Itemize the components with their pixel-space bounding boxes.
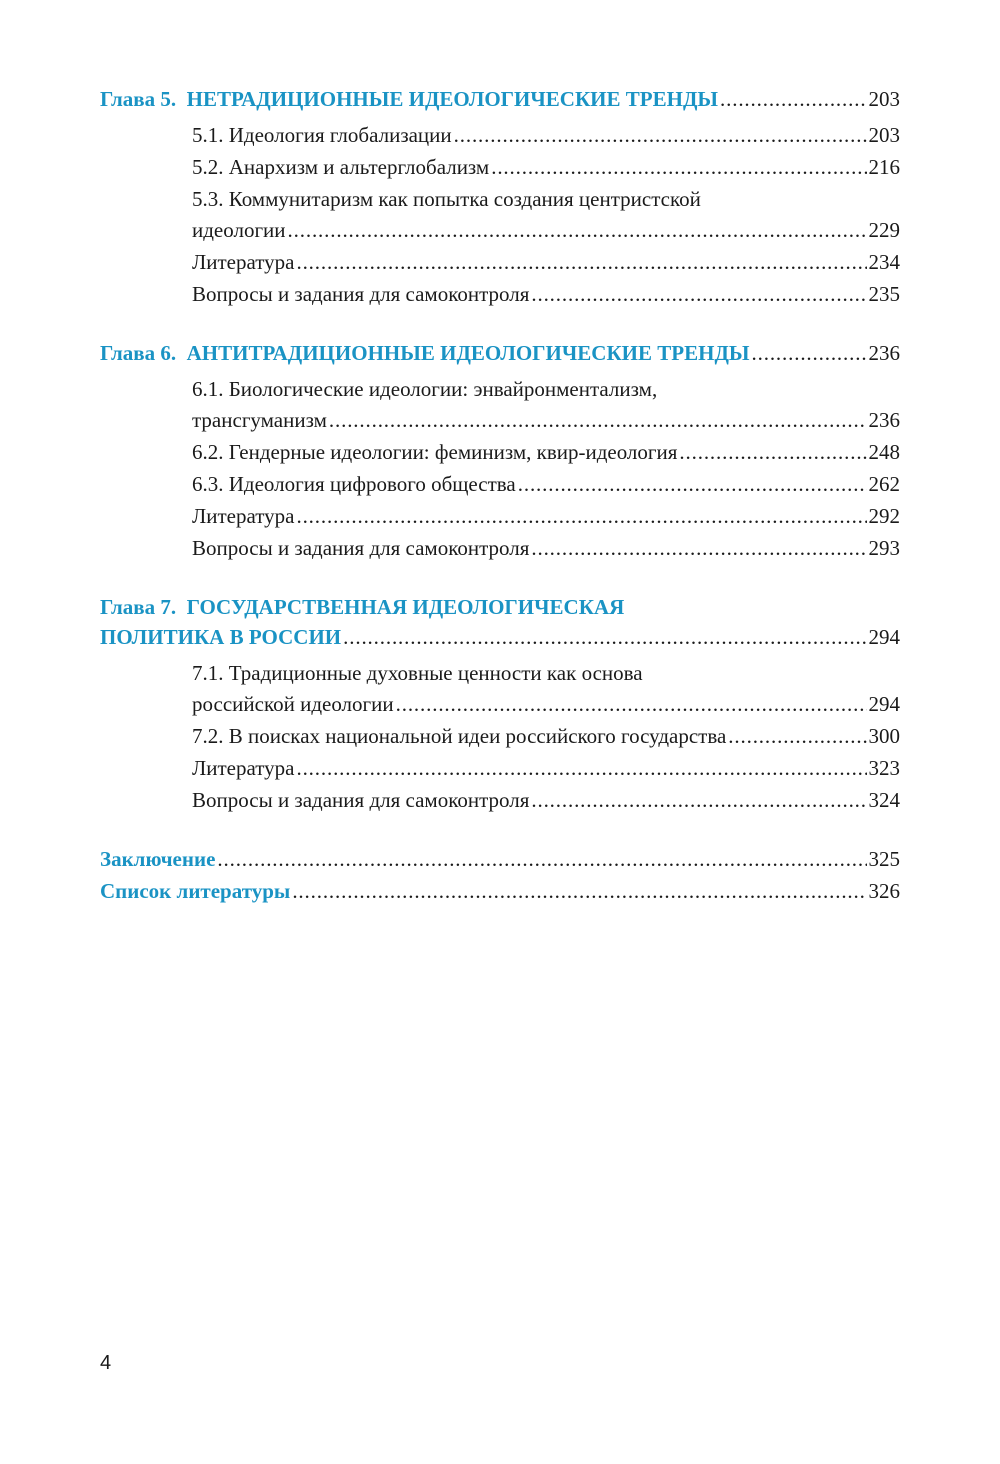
back-matter-title: Заключение [100,847,216,871]
back-matter [100,844,900,906]
entry-page: 323 [868,756,900,780]
toc-entry[interactable] [192,279,900,310]
chapter-5 [100,84,900,310]
toc-entry[interactable] [192,437,900,468]
dot-leader [217,844,866,874]
toc-entry[interactable] [192,753,900,784]
back-matter-page: 326 [868,879,900,903]
toc-entry[interactable] [192,184,900,246]
dot-leader [531,785,866,816]
table-of-contents [100,84,900,908]
entry-title-line-1: 6.1. Биологические идеологии: энвайронментализм, [192,377,658,401]
entry-title: российской идеологии [192,692,394,716]
toc-entry[interactable] [192,152,900,183]
dot-leader [296,501,866,532]
entry-page: 216 [868,155,900,179]
dot-leader [679,437,866,468]
dot-leader [296,753,866,784]
entry-page: 292 [868,504,900,528]
entry-page: 293 [868,536,900,560]
entry-title: 7.2. В поисках национальной идеи российского государства [192,724,727,748]
dot-leader [454,120,867,151]
entry-page: 236 [868,408,900,432]
entry-page: 235 [868,282,900,306]
dot-leader [329,405,867,436]
entry-page: 300 [868,724,900,748]
dot-leader [491,152,866,183]
entry-title: трансгуманизм [192,408,327,432]
chapter-page: 294 [868,625,900,649]
entry-page: 203 [868,123,900,147]
entry-page: 229 [868,218,900,242]
back-matter-title: Список литературы [100,879,291,903]
toc-entry[interactable] [192,374,900,436]
toc-entry[interactable] [192,533,900,564]
chapter-title: ПОЛИТИКА В РОССИИ [100,625,342,649]
chapter-label: Глава 6. [100,341,177,365]
chapter-label: Глава 7. [100,595,177,619]
entry-page: 248 [868,440,900,464]
chapter-title: АНТИТРАДИЦИОННЫЕ ИДЕОЛОГИЧЕСКИЕ ТРЕНДЫ [186,341,750,365]
page-number: 4 [100,1352,112,1374]
dot-leader [292,876,866,906]
toc-entry[interactable] [192,247,900,278]
chapter-heading[interactable] [100,84,900,114]
dot-leader [288,215,867,246]
toc-entry[interactable] [192,469,900,500]
entry-title: Литература [192,756,295,780]
dot-leader [531,533,866,564]
chapter-label: Глава 5. [100,87,177,111]
conclusion-entry[interactable] [100,844,900,874]
dot-leader [728,721,866,752]
chapter-7 [100,592,900,816]
chapter-page: 236 [868,341,900,365]
chapter-heading[interactable] [100,592,900,652]
back-matter-page: 325 [868,847,900,871]
bibliography-entry[interactable] [100,876,900,906]
chapter-heading[interactable] [100,338,900,368]
dot-leader [518,469,867,500]
dot-leader [531,279,866,310]
entry-title-line-1: 7.1. Традиционные духовные ценности как основа [192,661,643,685]
dot-leader [296,247,866,278]
entry-title-line-1: 5.3. Коммунитаризм как попытка создания центристской [192,187,701,211]
entry-page: 294 [868,692,900,716]
chapter-title: НЕТРАДИЦИОННЫЕ ИДЕОЛОГИЧЕСКИЕ ТРЕНДЫ [186,87,719,111]
entry-title: идеологии [192,218,286,242]
toc-entry[interactable] [192,501,900,532]
entry-title: 6.3. Идеология цифрового общества [192,472,516,496]
entry-title: 5.1. Идеология глобализации [192,123,452,147]
dot-leader [343,622,866,652]
entry-title: Литература [192,504,295,528]
toc-entry[interactable] [192,785,900,816]
toc-entry[interactable] [192,721,900,752]
entry-page: 262 [868,472,900,496]
chapter-6 [100,338,900,564]
entry-title: Вопросы и задания для самоконтроля [192,788,530,812]
entry-title: Вопросы и задания для самоконтроля [192,536,530,560]
toc-entry[interactable] [192,120,900,151]
entry-title: Литература [192,250,295,274]
entry-title: 5.2. Анархизм и альтерглобализм [192,155,490,179]
entry-title: Вопросы и задания для самоконтроля [192,282,530,306]
dot-leader [396,689,867,720]
dot-leader [752,338,867,368]
dot-leader [720,84,866,114]
entry-page: 234 [868,250,900,274]
chapter-title-line-1: ГОСУДАРСТВЕННАЯ ИДЕОЛОГИЧЕСКАЯ [186,595,625,619]
toc-entry[interactable] [192,658,900,720]
entry-page: 324 [868,788,900,812]
entry-title: 6.2. Гендерные идеологии: феминизм, квир-идеология [192,440,678,464]
chapter-page: 203 [868,87,900,111]
